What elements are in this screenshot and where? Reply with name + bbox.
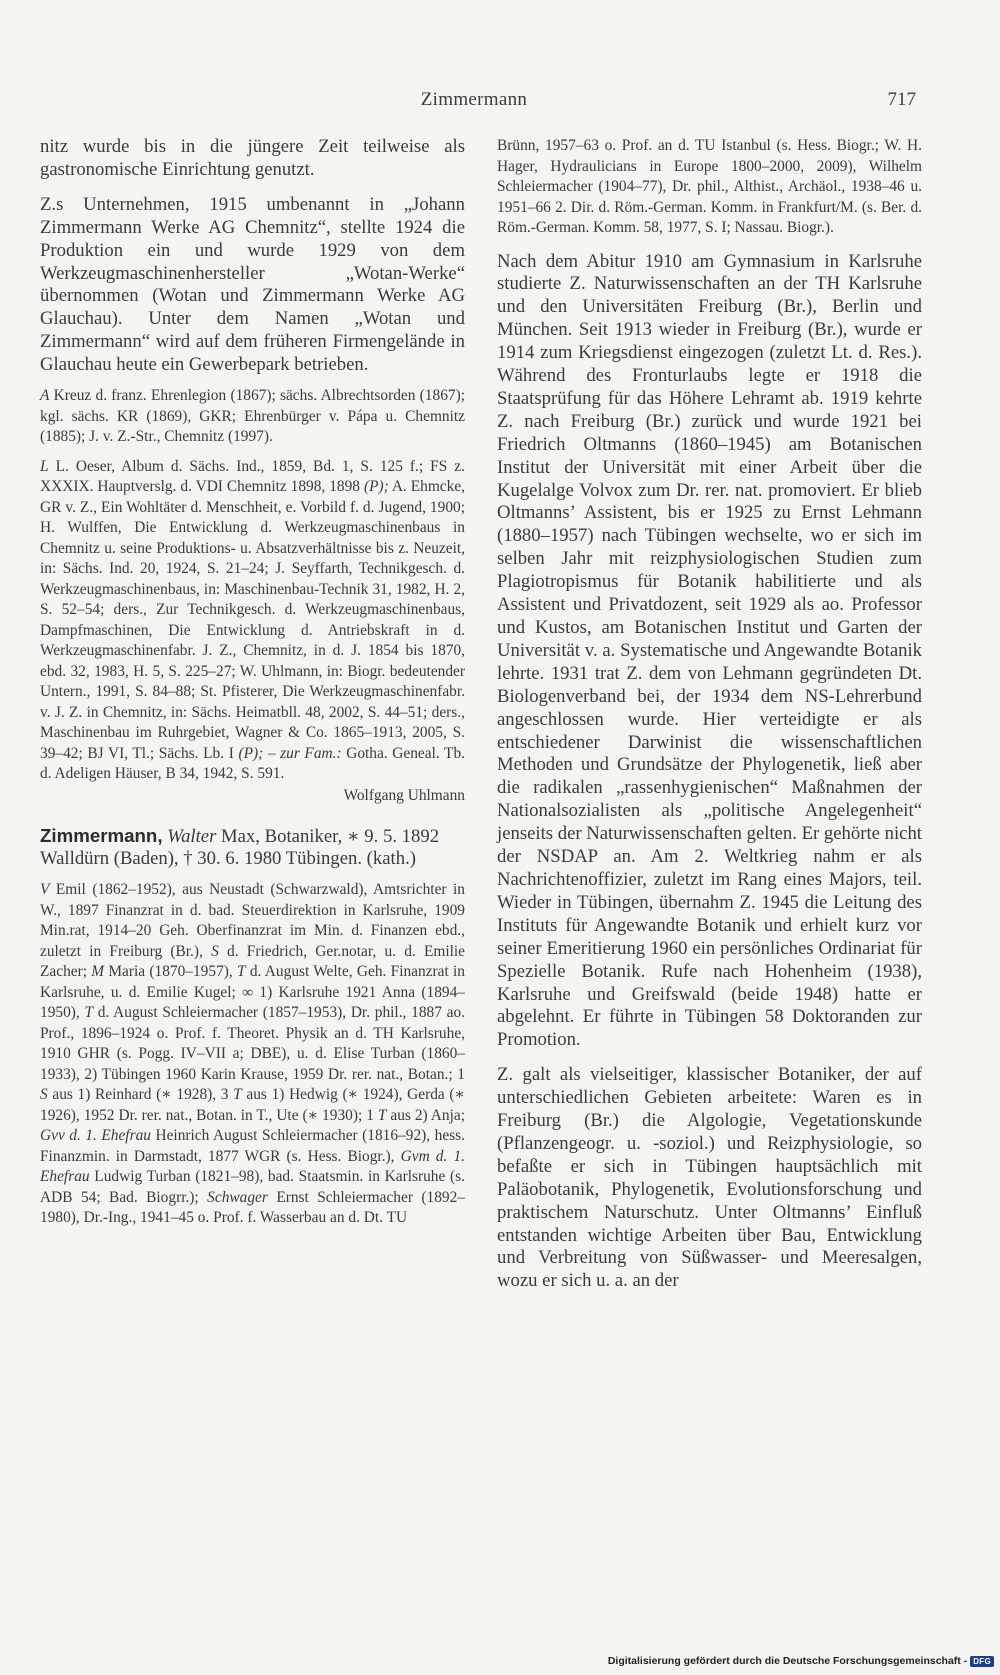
genealogy-label: T — [237, 963, 246, 981]
genealogy-text: aus 2) Anja; — [386, 1106, 465, 1124]
genealogy-label: V — [40, 881, 50, 899]
right-paragraph-1: Nach dem Abitur 1910 am Gymnasium in Karlsruhe studierte Z. Naturwissenschaften an der TH Karlsruhe und den Universitäten Freiburg (Br.), Berlin und München. Seit 1913 wieder in Freiburg (Br.), wurde er 1914 zum Kriegsdienst eingezogen (zuletzt Lt. d. Res.). Während des Fronturlaubs legte er 1918 die Staatsprüfung für das Höhere Lehramt ab. 1919 kehrte Z. nach Freiburg (Br.) zurück und wurde 1921 bei Friedrich Oltmanns (1860–1945) am Botanischen Institut der Universität mit einer Arbeit über die Kugelalge Volvox zum Dr. rer. nat. promoviert. Er blieb Oltmanns’ Assistent, bis er 1925 zu Ernst Lehmann (1880–1957) nach Tübingen wechselte, wo er sich im selben Jahr mit reizphysiologischen Studien zum Plagiotropismus für Botanik habilitierte und als Assistent und Privatdozent, seit 1929 als ao. Professor und Kustos, am Botanischen Institut und Garten der Universität v. a. Systematische und Angewandte Botanik lehrte. 1931 trat Z. dem von Lehmann gegründeten Dt. Biologenverband bei, der 1934 dem NS-Lehrerbund angeschlossen wurde. Hier verteidigte er als entschiedener Darwinist die wissenschaftlichen Methoden und Grundsätze der Phylogenetik, ließ aber die radikalen „rassenhygienischen“ Maßnahmen der Nationalsozialisten als „politische Angelegenheit“ jenseits der Naturwissenschaften gelten. Er gehörte nicht der NSDAP an. Am 2. Weltkrieg nahm er als Nachrichtenoffizier, zuletzt im Rang eines Majors, teil. Wieder in Tübingen, übernahm Z. 1945 die Leitung des Instituts für Angewandte Botanik und erhielt kurz vor seiner Emeritierung 1960 ein persönliches Ordinariat für Spezielle Botanik. Rufe nach Hohenheim (1938), Karlsruhe und Greifswald (beide 1948) hatte er abgelehnt. Er führte in Tübingen 58 Doktoranden zur Promotion. — [497, 250, 922, 1051]
awards-text: Kreuz d. franz. Ehrenlegion (1867); sächs. Albrechtsorden (1867); kgl. sächs. KR (1869), GKR; Ehrenbürger v. Pápa u. Chemnitz (1885); J. v. Z.-Str., Chemnitz (1997). — [40, 387, 465, 446]
running-head-name: Zimmermann — [420, 89, 528, 110]
genealogy-section — [40, 880, 465, 1229]
right-column — [497, 136, 922, 1293]
genealogy-label: T — [377, 1106, 387, 1124]
genealogy-label: S — [40, 1086, 48, 1104]
genealogy-text: d. August Schleiermacher (1857–1953), Dr. phil., 1887 ao. Prof., 1896–1924 o. Prof. f. Theoret. Physik an d. TH Karlsruhe, 1910 GHR (s. Pogg. IV–VII a; DBE), u. d. Elise Turban (1860–1933), 2) Tübingen 1960 Karin Krause, 1959 Dr. rer. nat., Botan.; 1 — [40, 1004, 465, 1083]
genealogy-label: Gvv d. 1. Ehefrau — [40, 1127, 151, 1145]
literature-italic-1: (P); — [363, 478, 389, 496]
dfg-logo-icon: DFG — [970, 1656, 994, 1667]
left-paragraph-1: nitz wurde bis in die jüngere Zeit teilweise als gastronomische Einrichtung genutzt. — [40, 136, 465, 180]
left-paragraph-2: Z.s Unternehmen, 1915 umbenannt in „Johann Zimmermann Werke AG Chemnitz“, stellte 1924 die Produktion ein und wurde 1929 von dem Werkzeugmaschinenhersteller „Wotan-Werke“ übernommen (Wotan und Zimmermann Werke AG Glauchau). Unter dem Namen „Wotan und Zimmermann“ wird auf dem früheren Firmengelände in Glauchau heute ein Gewerbepark betrieben. — [40, 193, 465, 376]
genealogy-label: T — [84, 1004, 94, 1022]
entry-heading-rest: Max, Botaniker, ∗ 9. 5. 1892 Walldürn (Baden), † 30. 6. 1980 Tübingen. (kath.) — [40, 825, 440, 870]
genealogy-text: d. August Welte, Geh. Finanzrat in Karlsruhe, u. d. Emilie Kugel; ∞ 1) Karlsruhe 1921 Anna (1894–1950), — [40, 963, 466, 1022]
genealogy-text: Emil (1862–1952), aus Neustadt (Schwarzwald), Amtsrichter in W., 1897 Finanzrat in d. bad. Steuerdirektion in Karlsruhe, 1909 Min.rat, 1914–20 Geh. Oberfinanzrat im Min. d. Finanzen ebd., zuletzt in Freiburg (Br.), — [40, 881, 465, 960]
awards-label: A — [40, 387, 50, 405]
genealogy-label: T — [233, 1086, 242, 1104]
entry-heading — [40, 825, 465, 872]
page-number: 717 — [887, 89, 916, 110]
literature-section — [40, 457, 465, 785]
literature-text-3: Gotha. Geneal. Tb. d. Adeligen Häuser, B 34, 1942, S. 591. — [40, 744, 465, 783]
right-paragraph-2: Z. galt als vielseitiger, klassischer Botaniker, der auf unterschiedlichen Gebieten arbeitete: Waren es in Freiburg (Br.) die Algologie, Vegetationskunde (Pflanzengeogr. u. -soziol.) und Reizphysiologie, so befaßte er sich in Tübingen hauptsächlich mit Paläobotanik, Phylogenetik, Evolutionsforschung und praktischem Naturschutz. Unter Oltmanns’ Einfluß entstanden wichtige Arbeiten über Bau, Entwicklung und Verbreitung von Süßwasser- und Meeresalgen, wozu er sich u. a. an der — [497, 1064, 922, 1292]
entry-given-name: Walter — [167, 825, 217, 847]
genealogy-text: Ernst Schleiermacher (1892–1980), Dr.-Ing., 1941–45 o. Prof. f. Wasserbau an d. Dt. TU — [40, 1188, 466, 1227]
literature-label: L — [40, 457, 49, 475]
footer-text: Digitalisierung gefördert durch die Deutsche Forschungsgemeinschaft - — [607, 1655, 968, 1667]
entry-surname: Zimmermann, — [40, 824, 163, 846]
genealogy-label: Gvm d. 1. Ehefrau — [40, 1147, 466, 1186]
left-column — [40, 136, 465, 1229]
genealogy-text: aus 1) Hedwig (∗ 1924), Gerda (∗ 1926), 1952 Dr. rer. nat., Botan. in T., Ute (∗ 1930); 1 — [40, 1086, 465, 1124]
genealogy-text: Heinrich August Schleiermacher (1816–92), hess. Finanzmin. in Darmstadt, 1877 WGR (s. Hess. Biogr.), — [40, 1127, 465, 1165]
awards-section — [40, 386, 465, 448]
genealogy-text: d. Friedrich, Ger.notar, u. d. Emilie Zacher; — [40, 942, 466, 981]
digitization-credit — [608, 1655, 994, 1667]
genealogy-text: aus 1) Reinhard (∗ 1928), 3 — [47, 1086, 234, 1104]
genealogy-text: Ludwig Turban (1821–98), bad. Staatsmin. in Karlsruhe (s. ADB 54; Bad. Biogrr.); — [40, 1168, 465, 1206]
genealogy-label: M — [91, 963, 105, 981]
genealogy-continuation: Brünn, 1957–63 o. Prof. an d. TU Istanbul (s. Hess. Biogr.; W. H. Hager, Hydraulicians in Europe 1800–2000, 2009), Wilhelm Schleiermacher (1904–77), Dr. phil., Althist., Archäol., 1938–46 u. 1951–66 2. Dir. d. Röm.-German. Komm. in Frankfurt/M. (s. Ber. d. Röm.-German. Komm. 58, 1977, S. I; Nassau. Biogr.). — [497, 137, 922, 236]
genealogy-label: S — [211, 942, 219, 960]
article-author: Wolfgang Uhlmann — [343, 786, 465, 804]
genealogy-label: Schwager — [207, 1188, 268, 1206]
literature-italic-2: (P); – zur Fam.: — [238, 744, 342, 762]
genealogy-text: Maria (1870–1957), — [104, 963, 238, 981]
literature-text-2: A. Ehmcke, GR v. Z., Ein Wohltäter d. Menschheit, e. Vorbild f. d. Jugend, 1900; H. Wulffen, Die Entwicklung d. Werkzeugmaschinenbaus in Chemnitz u. seine Produktions- u. Absatzverhältnisse bis z. Neuzeit, in: Sächs. Ind. 20, 1924, S. 21–24; J. Seyffarth, Technikgesch. d. Werkzeugmaschinenbaus, in: Maschinenbau-Technik 31, 1982, H. 2, S. 52–54; ders., Zur Technikgesch. d. Werkzeugmaschinenbaus, Dampfmaschinen, Die Entwicklung d. Antriebskraft in d. Werkzeugmaschinenfabr. J. Z., Chemnitz, in d. J. 1854 bis 1870, ebd. 32, 1983, H. 5, S. 225–27; W. Uhlmann, in: Biogr. bedeutender Untern., 1991, S. 84–88; St. Pfisterer, Die Werkzeugmaschinenfabr. v. J. Z. in Chemnitz, in: Sächs. Heimatbll. 48, 2002, S. 44–51; ders., Maschinenbau im Ruhrgebiet, Wagner & Co. 1865–1913, 2005, S. 39–42; BJ VI, Tl.; Sächs. Lb. I — [40, 478, 465, 762]
literature-text-1: L. Oeser, Album d. Sächs. Ind., 1859, Bd. 1, S. 125 f.; FS z. XXXIX. Hauptverslg. d. VDI Chemnitz 1898, 1898 — [40, 457, 465, 496]
